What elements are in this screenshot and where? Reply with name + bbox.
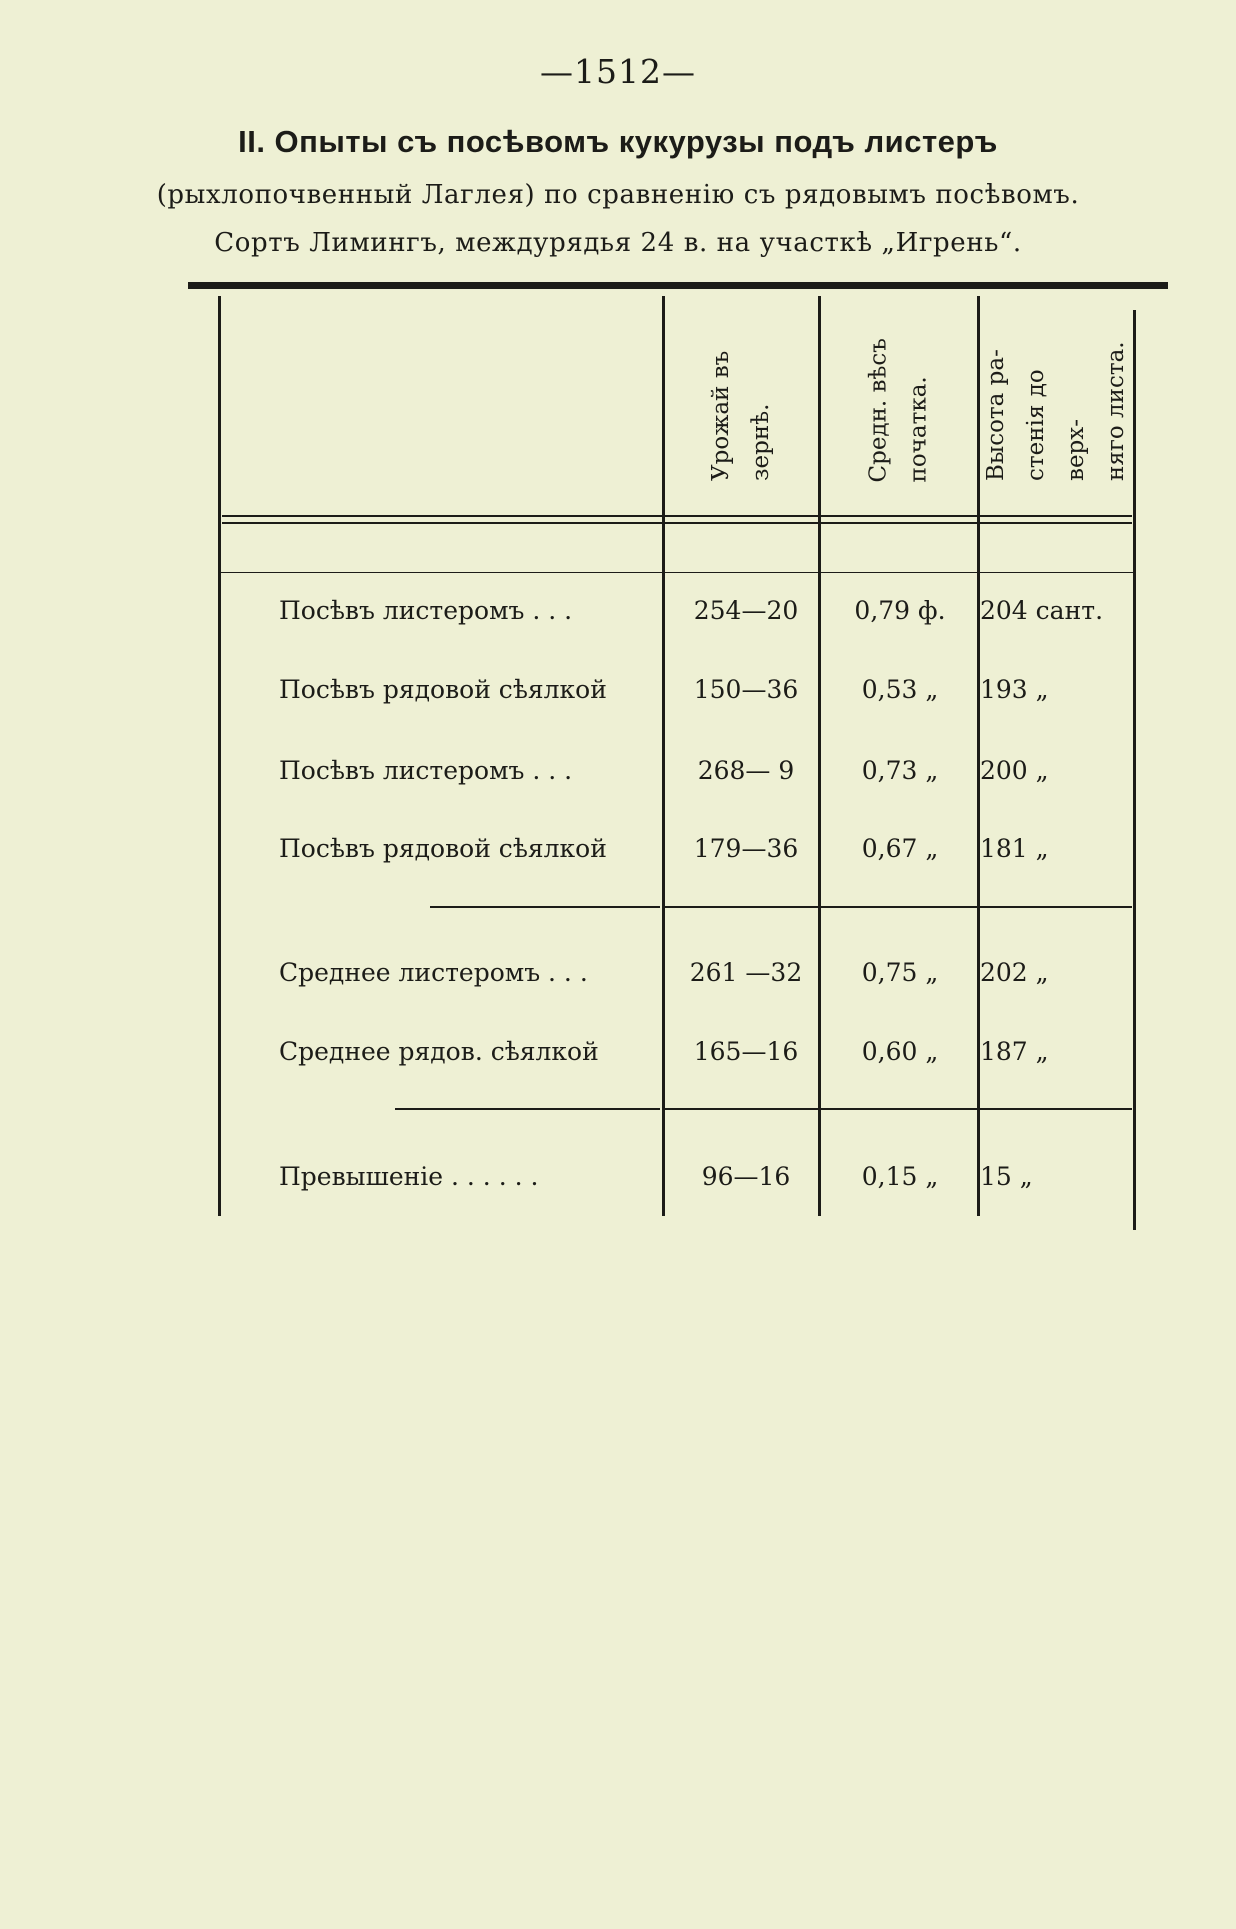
page-number: —1512— <box>540 52 696 91</box>
weight-value: 0,67 „ <box>861 834 939 863</box>
row-label: Посѣвъ листеромъ . . . <box>279 596 573 625</box>
summary-rule <box>395 1108 660 1110</box>
row-label: Посѣвъ рядовой сѣялкой <box>279 834 607 863</box>
height-value: 200 „ <box>980 756 1049 785</box>
average-row <box>0 1037 1236 1077</box>
weight-value: 0,79 ф. <box>854 596 946 625</box>
subtitle-line-1: (рыхлопочвенный Лаглея) по сравненію съ рядовымъ посѣвомъ. <box>156 180 1080 210</box>
yield-value: 261 —32 <box>689 958 803 987</box>
summary-rule <box>662 906 1132 908</box>
section-heading: II. Опыты съ посѣвомъ кукурузы подъ листеръ <box>238 124 998 159</box>
row-label: Посѣвъ листеромъ . . . <box>279 756 573 785</box>
weight-value: 0,15 „ <box>861 1162 939 1191</box>
weight-value: 0,73 „ <box>861 756 939 785</box>
summary-rule <box>662 1108 1132 1110</box>
row-label: Посѣвъ рядовой сѣялкой <box>279 675 607 704</box>
weight-value: 0,60 „ <box>861 1037 939 1066</box>
header-rule <box>222 515 1132 517</box>
table-row <box>0 596 1236 636</box>
yield-value: 150—36 <box>693 675 799 704</box>
weight-value: 0,75 „ <box>861 958 939 987</box>
yield-value: 254—20 <box>693 596 799 625</box>
header-weight: Средн. вѣсъ початка. <box>865 338 932 483</box>
table-row <box>0 675 1236 715</box>
height-value: 202 „ <box>980 958 1049 987</box>
table-row <box>0 756 1236 796</box>
weight-value: 0,53 „ <box>861 675 939 704</box>
row-label: Среднее рядов. сѣялкой <box>279 1037 599 1066</box>
row-label: Превышеніе . . . . . . <box>279 1162 539 1191</box>
header-yield: Урожай въ зернѣ. <box>708 350 774 481</box>
table-top-rule <box>188 282 1168 289</box>
yield-value: 96—16 <box>701 1162 791 1191</box>
height-value: 181 „ <box>980 834 1049 863</box>
header-height: Высота ра- стенія до верх- няго листа. <box>983 341 1129 481</box>
height-value: 15 „ <box>980 1162 1033 1191</box>
yield-value: 268— 9 <box>697 756 795 785</box>
yield-value: 179—36 <box>693 834 799 863</box>
row-label: Среднее листеромъ . . . <box>279 958 588 987</box>
height-value: 187 „ <box>980 1037 1049 1066</box>
header-rule <box>222 522 1132 524</box>
height-value: 193 „ <box>980 675 1049 704</box>
row-rule <box>218 572 1133 573</box>
subtitle-line-2: Сортъ Лимингъ, междурядья 24 в. на участкѣ „Игрень“. <box>214 228 1022 258</box>
yield-value: 165—16 <box>693 1037 799 1066</box>
table-row <box>0 834 1236 874</box>
excess-row <box>0 1162 1236 1202</box>
height-value: 204 сант. <box>980 596 1104 625</box>
summary-rule <box>430 906 660 908</box>
average-row <box>0 958 1236 998</box>
